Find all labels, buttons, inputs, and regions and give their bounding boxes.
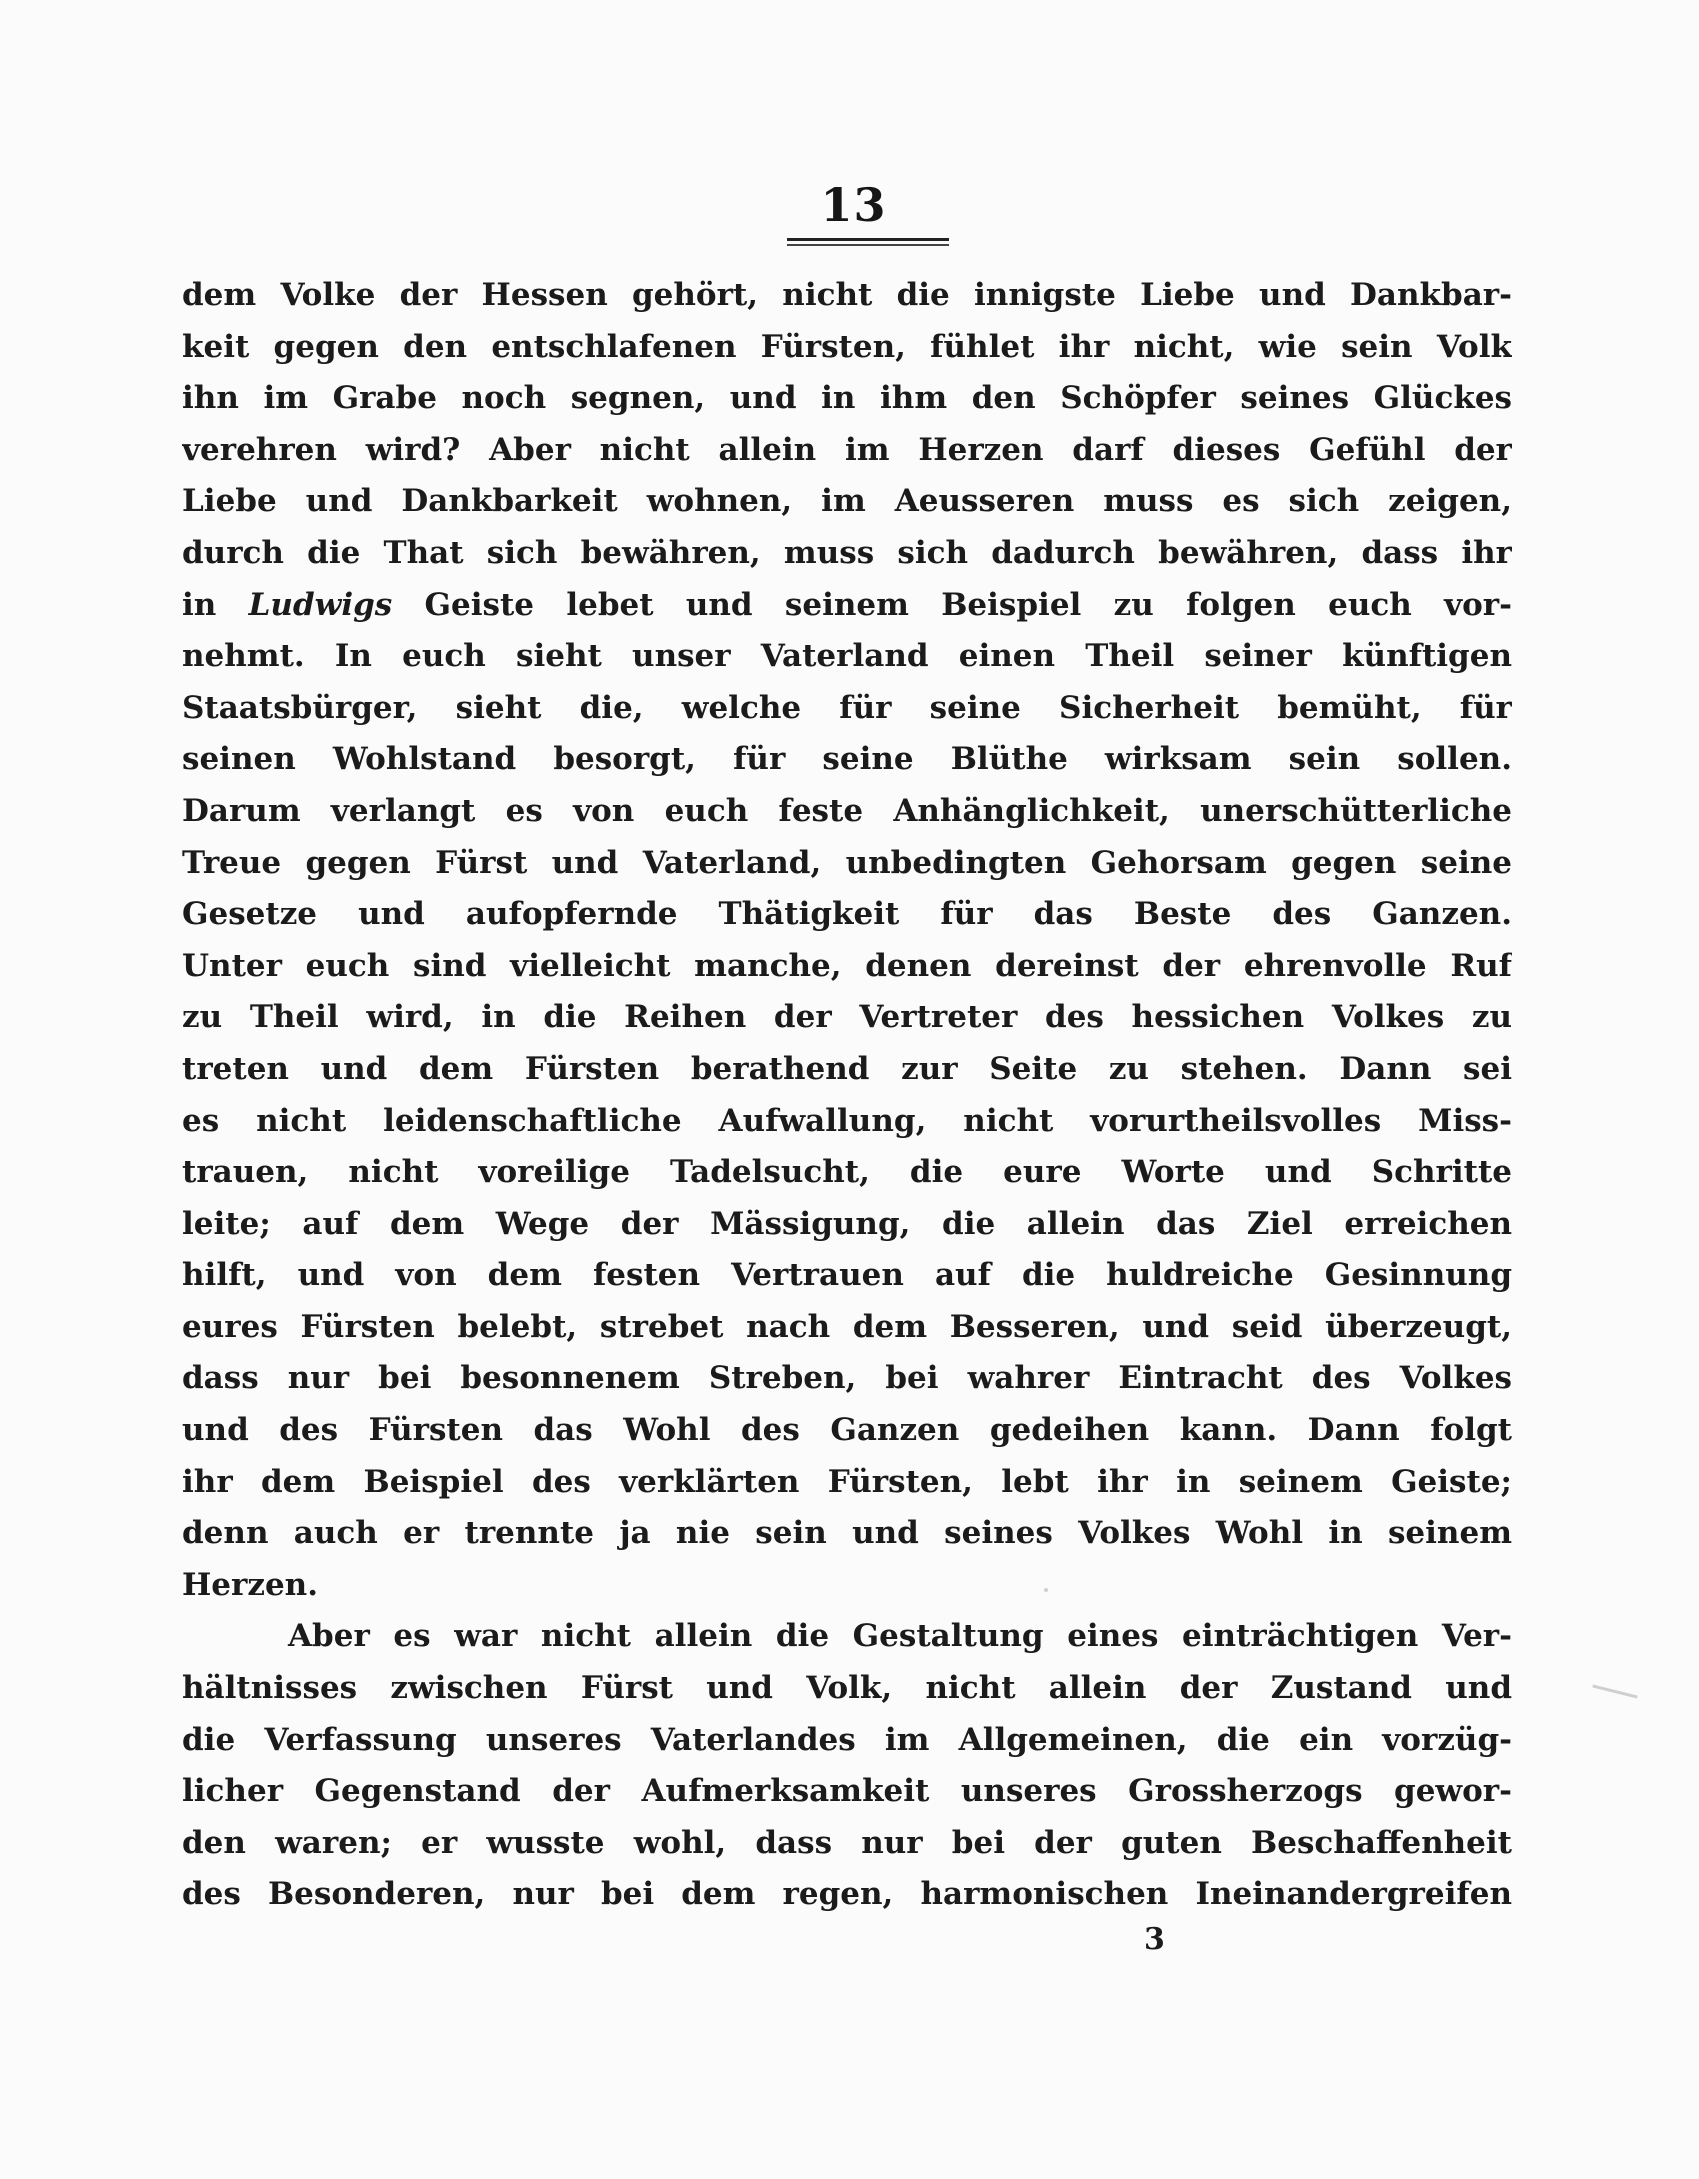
text-line: seinen Wohlstand besorgt, für seine Blüthe wirksam sein sollen. bbox=[182, 741, 1512, 778]
text-line: Darum verlangt es von euch feste Anhänglichkeit, unerschütterliche bbox=[182, 792, 1512, 829]
text-line: Gesetze und aufopfernde Thätigkeit für das Beste des Ganzen. bbox=[182, 896, 1512, 933]
text-line: zu Theil wird, in die Reihen der Vertreter des hessichen Volkes zu bbox=[182, 999, 1512, 1036]
header-rule bbox=[787, 238, 949, 241]
text-line: durch die That sich bewähren, muss sich dadurch bewähren, dass ihr bbox=[182, 534, 1512, 571]
text-line: eures Fürsten belebt, strebet nach dem Besseren, und seid überzeugt, bbox=[182, 1308, 1512, 1345]
text-line: leite; auf dem Wege der Mässigung, die allein das Ziel erreichen bbox=[182, 1205, 1512, 1242]
page-number: 13 bbox=[820, 178, 887, 232]
paper-speck bbox=[1592, 1684, 1637, 1698]
text-line: hältnisses zwischen Fürst und Volk, nicht allein der Zustand und bbox=[182, 1670, 1512, 1707]
emphasized-name: Ludwigs bbox=[248, 586, 393, 623]
text-line: Liebe und Dankbarkeit wohnen, im Aeusseren muss es sich zeigen, bbox=[182, 483, 1512, 520]
text-line: dem Volke der Hessen gehört, nicht die innigste Liebe und Dankbar- bbox=[182, 277, 1512, 313]
text-line: die Verfassung unseres Vaterlandes im Allgemeinen, die ein vorzüg- bbox=[182, 1721, 1512, 1758]
paper-speck bbox=[700, 1170, 703, 1173]
text-line: trauen, nicht voreilige Tadelsucht, die eure Worte und Schritte bbox=[182, 1154, 1512, 1191]
text-line: Staatsbürger, sieht die, welche für seine Sicherheit bemüht, für bbox=[182, 689, 1512, 726]
paper-speck bbox=[1044, 1588, 1048, 1592]
text-line: treten und dem Fürsten berathend zur Seite zu stehen. Dann sei bbox=[182, 1050, 1512, 1087]
text-line: ihn im Grabe noch segnen, und in ihm den Schöpfer seines Glückes bbox=[182, 380, 1512, 417]
paragraph-start-line: Aber es war nicht allein die Gestaltung eines einträchtigen Ver- bbox=[288, 1618, 1512, 1655]
signature-mark: 3 bbox=[1144, 1922, 1165, 1957]
text-line: licher Gegenstand der Aufmerksamkeit unseres Grossherzogs gewor- bbox=[182, 1773, 1512, 1810]
text-line: Treue gegen Fürst und Vaterland, unbedingten Gehorsam gegen seine bbox=[182, 844, 1512, 881]
text-line: hilft, und von dem festen Vertrauen auf die huldreiche Gesinnung bbox=[182, 1257, 1512, 1294]
text-line: dass nur bei besonnenem Streben, bei wahrer Eintracht des Volkes bbox=[182, 1360, 1512, 1397]
text-line: es nicht leidenschaftliche Aufwallung, nicht vorurtheilsvolles Miss- bbox=[182, 1102, 1512, 1139]
text-line: den waren; er wusste wohl, dass nur bei der guten Beschaffenheit bbox=[182, 1824, 1512, 1861]
text-line: des Besonderen, nur bei dem regen, harmonischen Ineinandergreifen bbox=[182, 1876, 1512, 1913]
text-fragment: Geiste lebet und seinem Beispiel zu folgen euch vor- bbox=[392, 586, 1512, 623]
text-line: denn auch er trennte ja nie sein und seines Volkes Wohl in seinem bbox=[182, 1515, 1512, 1552]
text-line bbox=[182, 580, 1512, 632]
text-line: ihr dem Beispiel des verklärten Fürsten, lebt ihr in seinem Geiste; bbox=[182, 1463, 1512, 1500]
text-line: und des Fürsten das Wohl des Ganzen gedeihen kann. Dann folgt bbox=[182, 1412, 1512, 1449]
header-rule-lower bbox=[787, 244, 949, 246]
text-line: Herzen. bbox=[182, 1566, 319, 1603]
text-line: keit gegen den entschlafenen Fürsten, fühlet ihr nicht, wie sein Volk bbox=[182, 328, 1512, 365]
text-line: nehmt. In euch sieht unser Vaterland einen Theil seiner künftigen bbox=[182, 638, 1512, 675]
text-fragment: in bbox=[182, 586, 249, 623]
body-text bbox=[182, 270, 1512, 1921]
text-line: verehren wird? Aber nicht allein im Herzen darf dieses Gefühl der bbox=[182, 431, 1512, 468]
text-line: Unter euch sind vielleicht manche, denen dereinst der ehrenvolle Ruf bbox=[182, 947, 1512, 984]
